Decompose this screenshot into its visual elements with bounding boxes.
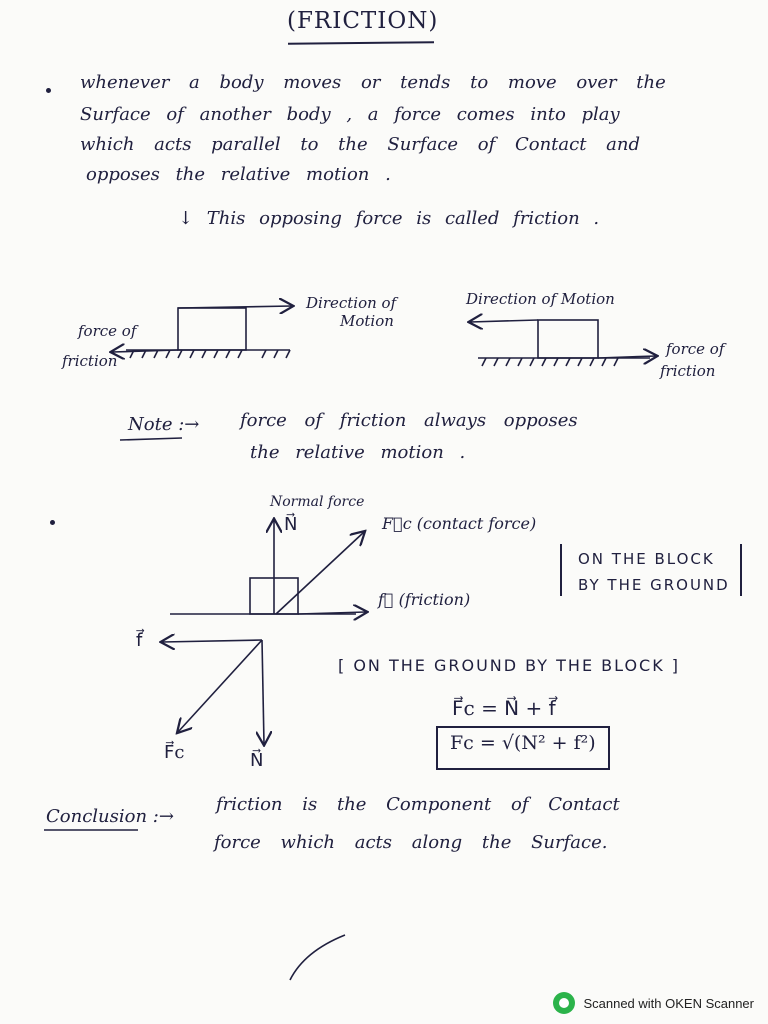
note-heading: Note :→ <box>128 414 200 435</box>
friction-definition: ↓ This opposing force is called friction . <box>178 208 600 229</box>
bullet-point <box>50 520 55 525</box>
oken-scanner-icon <box>553 992 575 1014</box>
contact-force-vector <box>276 532 364 614</box>
magnitude-equation: Fc = √(N² + f²) <box>450 732 596 754</box>
on-the-ground-text: [ ON THE GROUND BY THE BLOCK ] <box>338 656 681 675</box>
block-left <box>178 308 246 350</box>
conclusion-heading: Conclusion :→ <box>46 806 174 827</box>
vector-sum-equation: F⃗c = N⃗ + f⃗ <box>452 696 556 720</box>
note-line-2: the relative motion . <box>250 442 466 463</box>
motion-label-right: Direction of Motion <box>466 290 615 308</box>
contact-force-vector-on-ground <box>178 640 262 732</box>
friction-label-right-2: friction <box>660 362 716 380</box>
motion-label-left-2: Motion <box>340 312 394 330</box>
contact-force-label: F⃗c (contact force) <box>382 514 537 533</box>
scanner-watermark-text: Scanned with OKEN Scanner <box>583 995 754 1011</box>
stray-pen-mark <box>290 935 345 980</box>
friction-vector-label: f⃗ (friction) <box>378 590 471 609</box>
intro-line-2: Surface of another body , a force comes into play <box>80 104 620 125</box>
normal-bottom-label: N⃗ <box>250 750 264 771</box>
friction-arrow-left <box>112 350 178 352</box>
motion-label-left-1: Direction of <box>306 294 397 312</box>
intro-line-1: whenever a body moves or tends to move over the <box>80 72 666 93</box>
contact-force-bottom-label: F⃗c <box>164 742 185 763</box>
hatch-right <box>482 358 618 366</box>
friction-vector-on-ground <box>162 640 262 642</box>
note-underline <box>120 438 182 440</box>
friction-label-left-2: friction <box>62 352 118 370</box>
conclusion-line-2: force which acts along the Surface. <box>214 832 608 853</box>
friction-label-right-1: force of <box>666 340 725 358</box>
intro-line-4: opposes the relative motion . <box>86 164 391 185</box>
on-the-block-text: ON THE BLOCK <box>578 550 715 568</box>
by-the-ground-text: BY THE GROUND <box>578 576 730 594</box>
intro-line-3: which acts parallel to the Surface of Contact and <box>80 134 641 155</box>
conclusion-line-1: friction is the Component of Contact <box>216 794 620 815</box>
normal-force-label: Normal force <box>270 494 365 510</box>
friction-on-ground-label: f⃗ <box>136 630 143 651</box>
motion-arrow-right <box>470 320 538 322</box>
motion-arrow-left <box>178 306 292 308</box>
note-line-1: force of friction always opposes <box>240 410 578 431</box>
block-right <box>538 320 598 358</box>
normal-vector-on-ground <box>262 640 264 744</box>
page-title: (FRICTION) <box>287 8 439 34</box>
scanner-watermark <box>553 992 754 1014</box>
friction-label-left-1: force of <box>78 322 137 340</box>
normal-vector-label: N⃗ <box>284 514 298 535</box>
